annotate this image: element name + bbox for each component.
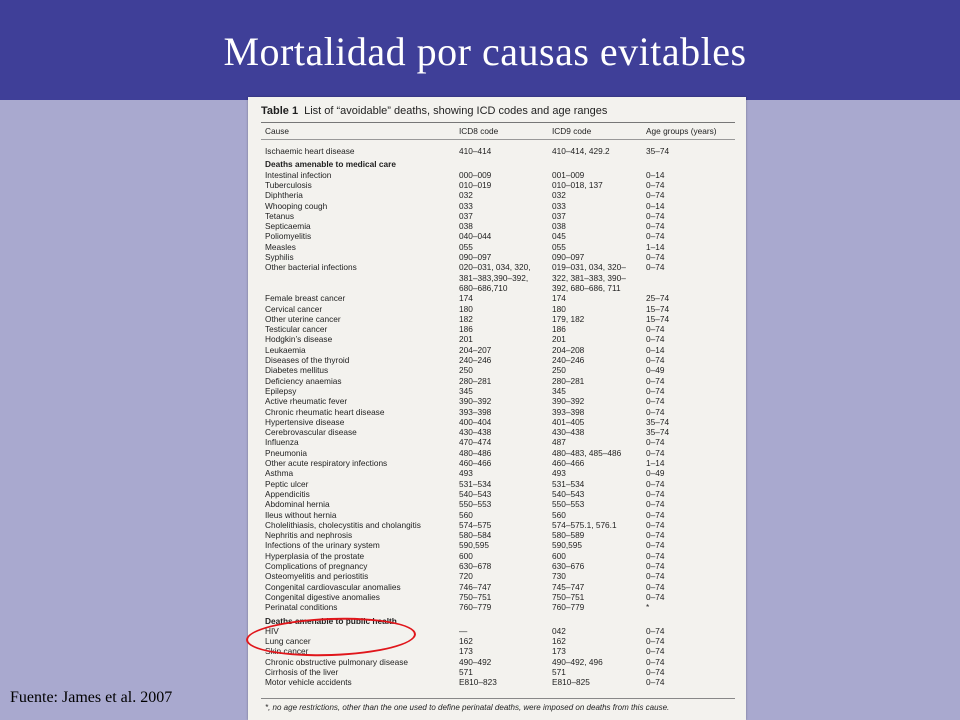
cell-icd9: 540–543 — [552, 488, 585, 499]
cell-age: 0–74 — [646, 179, 665, 190]
cell-age: 0–74 — [646, 625, 665, 636]
cell-icd8: 571 — [459, 667, 473, 677]
cell-icd8: 201 — [459, 334, 473, 345]
cell-age: 0–14 — [646, 200, 665, 211]
cell-cause: Pneumonia — [265, 447, 307, 458]
cell-cause: Tetanus — [265, 210, 295, 221]
cell-icd9: 430–438 — [552, 427, 585, 438]
cell-cause: Perinatal conditions — [265, 602, 338, 613]
cell-age: 0–74 — [646, 488, 665, 499]
cell-age: 0–74 — [646, 591, 665, 602]
cell-icd9: 090–097 — [552, 252, 585, 262]
cell-icd9: 174 — [552, 293, 566, 304]
cell-icd8: 204–207 — [459, 344, 492, 355]
cell-icd8: 174 — [459, 293, 473, 304]
cell-cause: Congenital cardiovascular anomalies — [265, 581, 401, 592]
cell-cause: Other acute respiratory infections — [265, 458, 388, 468]
cell-icd8: 531–534 — [459, 478, 492, 489]
slide-title: Mortalidad por causas evitables — [223, 29, 747, 74]
cell-cause: Whooping cough — [265, 200, 328, 211]
cell-cause: Diseases of the thyroid — [265, 355, 350, 365]
cell-age: 0–74 — [646, 550, 665, 561]
cell-age: 0–74 — [646, 375, 665, 386]
cell-age: 0–74 — [646, 262, 665, 273]
cell-icd8: 410–414 — [459, 146, 492, 156]
cell-age: 0–74 — [646, 252, 665, 262]
cell-age: 0–74 — [646, 667, 665, 677]
cell-cause: Testicular cancer — [265, 324, 328, 335]
cell-icd8: 033 — [459, 200, 473, 211]
cell-icd9: 001–009 — [552, 169, 585, 180]
cell-age: 0–74 — [646, 571, 665, 582]
cell-cause: Poliomyelitis — [265, 231, 312, 242]
cell-icd9: 173 — [552, 646, 566, 657]
table-caption-text: List of “avoidable” deaths, showing ICD codes and age ranges — [304, 105, 608, 117]
cell-age: 0–74 — [646, 406, 665, 417]
cell-cause: Asthma — [265, 468, 294, 479]
cell-icd8: 055 — [459, 241, 473, 252]
cell-cause: HIV — [265, 625, 279, 636]
cell-cause: Cirrhosis of the liver — [265, 667, 339, 677]
section-heading-label: Deaths amenable to public health — [265, 615, 397, 626]
header-icd8: ICD8 code — [459, 126, 499, 136]
table-caption — [261, 105, 607, 117]
cell-cause: Osteomyelitis and periostitis — [265, 571, 369, 582]
cell-cause: Hodgkin’s disease — [265, 334, 333, 345]
cell-icd9: 745–747 — [552, 581, 585, 592]
cell-age: 0–74 — [646, 355, 665, 365]
cell-cause: Complications of pregnancy — [265, 561, 368, 571]
cell-age: 1–14 — [646, 458, 665, 468]
cell-cause: Infections of the urinary system — [265, 540, 380, 551]
cell-icd9: 042 — [552, 625, 566, 636]
cell-icd9: 179, 182 — [552, 313, 585, 324]
cell-cause: Syphilis — [265, 252, 294, 262]
cell-cause: Septicaemia — [265, 221, 311, 232]
cell-icd8: 490–492 — [459, 656, 492, 667]
cell-age: 35–74 — [646, 416, 670, 427]
cell-cause: Deficiency anaemias — [265, 375, 342, 386]
cell-age: 0–14 — [646, 344, 665, 355]
cell-cause: Peptic ulcer — [265, 478, 309, 489]
table-footnote: *, no age restrictions, other than the one used to define perinatal deaths, were imposed on deaths from this cause. — [265, 703, 670, 712]
cell-age: 0–49 — [646, 468, 665, 479]
cell-cause: Skin cancer — [265, 646, 309, 657]
cell-icd8: 037 — [459, 210, 473, 221]
cell-cause: Other bacterial infections — [265, 262, 357, 273]
cell-icd9: 460–466 — [552, 458, 585, 468]
cell-icd9: 410–414, 429.2 — [552, 146, 610, 156]
cell-icd8: 390–392 — [459, 396, 492, 407]
cell-age: 15–74 — [646, 313, 670, 324]
cell-icd9: 550–553 — [552, 499, 585, 510]
cell-icd8: 480–486 — [459, 447, 492, 458]
cell-icd9: 010–018, 137 — [552, 179, 603, 190]
cell-icd9: 730 — [552, 571, 566, 582]
cell-cause: Chronic rheumatic heart disease — [265, 406, 385, 417]
cell-cause: Female breast cancer — [265, 293, 346, 304]
cell-icd9: 560 — [552, 509, 566, 520]
cell-cause: Cholelithiasis, cholecystitis and cholangitis — [265, 519, 421, 530]
cell-icd9: 045 — [552, 231, 566, 242]
cell-icd8: 746–747 — [459, 581, 492, 592]
cell-icd9: 750–751 — [552, 591, 585, 602]
cell-age: 0–74 — [646, 231, 665, 242]
cell-icd8: 600 — [459, 550, 473, 561]
table-bottom-rule — [261, 698, 735, 699]
cell-cause: Nephritis and nephrosis — [265, 530, 353, 541]
cell-cause: Chronic obstructive pulmonary disease — [265, 656, 408, 667]
cell-icd9: 531–534 — [552, 478, 585, 489]
cell-cause: Ischaemic heart disease — [265, 146, 355, 156]
cell-cause: Active rheumatic fever — [265, 396, 348, 407]
cell-age: 1–14 — [646, 241, 665, 252]
header-icd9: ICD9 code — [552, 126, 592, 136]
cell-age: 0–74 — [646, 396, 665, 407]
cell-age: 0–74 — [646, 447, 665, 458]
cell-age: 0–74 — [646, 636, 665, 647]
cell-cause: Influenza — [265, 437, 299, 448]
source-citation: Fuente: James et al. 2007 — [10, 689, 173, 706]
cell-icd8: 393–398 — [459, 406, 492, 417]
cell-icd9: 571 — [552, 667, 566, 677]
cell-age: 0–74 — [646, 519, 665, 530]
cell-icd9: 240–246 — [552, 355, 585, 365]
cell-age: 0–74 — [646, 646, 665, 657]
cell-icd9: 493 — [552, 468, 566, 479]
cell-icd9: 055 — [552, 241, 566, 252]
cell-age: 35–74 — [646, 427, 670, 438]
cell-icd9: 393–398 — [552, 406, 585, 417]
cell-icd9: 033 — [552, 200, 566, 211]
cell-cause: Ileus without hernia — [265, 509, 337, 520]
cell-age: 0–74 — [646, 561, 665, 571]
cell-icd9: 487 — [552, 437, 566, 448]
cell-age: 0–74 — [646, 656, 665, 667]
cell-icd8: 180 — [459, 303, 473, 314]
cell-icd8: 040–044 — [459, 231, 492, 242]
cell-cause: Leukaemia — [265, 344, 306, 355]
cell-cause: Hyperplasia of the prostate — [265, 550, 365, 561]
cell-icd9: 250 — [552, 365, 566, 376]
cell-icd8: 010–019 — [459, 179, 492, 190]
cell-cause: Measles — [265, 241, 296, 252]
cell-age: 0–14 — [646, 169, 665, 180]
cell-age: 0–74 — [646, 530, 665, 541]
cell-icd8: 560 — [459, 509, 473, 520]
table-label: Table 1 — [261, 105, 299, 117]
cell-icd8: — — [459, 625, 468, 636]
cell-icd9: 280–281 — [552, 375, 585, 386]
cell-age: * — [646, 602, 650, 613]
cell-icd9: 590,595 — [552, 540, 582, 551]
cell-cause: Other uterine cancer — [265, 313, 341, 324]
cell-icd9: 490–492, 496 — [552, 656, 603, 667]
cell-cause: Appendicitis — [265, 488, 310, 499]
cell-icd8: 750–751 — [459, 591, 492, 602]
title-bar — [0, 0, 960, 100]
cell-icd8: 020–031, 034, 320, 381–383,390–392, 680–686,710 — [459, 262, 531, 293]
cell-icd8: 032 — [459, 190, 473, 201]
cell-age: 0–74 — [646, 210, 665, 221]
cell-cause: Tuberculosis — [265, 179, 312, 190]
cell-icd8: E810–823 — [459, 677, 497, 688]
cell-icd9: 180 — [552, 303, 566, 314]
cell-age: 0–74 — [646, 499, 665, 510]
cell-age: 0–74 — [646, 581, 665, 592]
cell-icd8: 590,595 — [459, 540, 489, 551]
caption-rule — [261, 122, 735, 123]
cell-icd8: 090–097 — [459, 252, 492, 262]
cell-cause: Epilepsy — [265, 385, 297, 396]
cell-icd9: 038 — [552, 221, 566, 232]
cell-icd9: 580–589 — [552, 530, 585, 541]
cell-icd8: 760–779 — [459, 602, 492, 613]
cell-age: 0–74 — [646, 385, 665, 396]
cell-icd8: 400–404 — [459, 416, 492, 427]
cell-icd9: 162 — [552, 636, 566, 647]
cell-icd8: 182 — [459, 313, 473, 324]
cell-icd9: 630–676 — [552, 561, 585, 571]
cell-icd9: 032 — [552, 190, 566, 201]
cell-age: 0–74 — [646, 334, 665, 345]
cell-age: 0–74 — [646, 324, 665, 335]
cell-icd8: 580–584 — [459, 530, 492, 541]
cell-age: 25–74 — [646, 293, 670, 304]
cell-icd9: 201 — [552, 334, 566, 345]
cell-icd8: 186 — [459, 324, 473, 335]
cell-cause: Lung cancer — [265, 636, 311, 647]
cell-icd9: 401–405 — [552, 416, 585, 427]
cell-icd9: 600 — [552, 550, 566, 561]
cell-icd8: 250 — [459, 365, 473, 376]
cell-age: 0–74 — [646, 221, 665, 232]
cell-age: 0–74 — [646, 677, 665, 688]
cell-icd9: 345 — [552, 385, 566, 396]
cell-icd8: 493 — [459, 468, 473, 479]
cell-cause: Intestinal infection — [265, 169, 332, 180]
cell-age: 0–74 — [646, 509, 665, 520]
cell-cause: Cervical cancer — [265, 303, 323, 314]
header-age-groups: Age groups (years) — [646, 126, 717, 136]
cell-age: 0–49 — [646, 365, 665, 376]
cell-icd8: 345 — [459, 385, 473, 396]
cell-cause: Abdominal hernia — [265, 499, 330, 510]
header-rule — [261, 139, 735, 140]
cell-icd9: 204–208 — [552, 344, 585, 355]
cell-icd8: 162 — [459, 636, 473, 647]
cell-icd9: 019–031, 034, 320– 322, 381–383, 390– 392, 680–686, 711 — [552, 262, 626, 293]
cell-icd8: 173 — [459, 646, 473, 657]
cell-icd8: 280–281 — [459, 375, 492, 386]
cell-icd8: 574–575 — [459, 519, 492, 530]
cell-icd8: 630–678 — [459, 561, 492, 571]
cell-icd9: 760–779 — [552, 602, 585, 613]
cell-icd9: 186 — [552, 324, 566, 335]
cell-icd9: 037 — [552, 210, 566, 221]
cell-icd8: 540–543 — [459, 488, 492, 499]
cell-age: 0–74 — [646, 478, 665, 489]
cell-cause: Hypertensive disease — [265, 416, 345, 427]
cell-icd8: 430–438 — [459, 427, 492, 438]
cell-cause: Congenital digestive anomalies — [265, 591, 380, 602]
cell-icd8: 550–553 — [459, 499, 492, 510]
cell-icd9: 480–483, 485–486 — [552, 447, 622, 458]
cell-cause: Diphtheria — [265, 190, 303, 201]
cell-age: 15–74 — [646, 303, 670, 314]
header-cause: Cause — [265, 126, 289, 136]
cell-age: 0–74 — [646, 437, 665, 448]
cell-icd9: E810–825 — [552, 677, 590, 688]
cell-icd9: 390–392 — [552, 396, 585, 407]
cell-age: 0–74 — [646, 540, 665, 551]
cell-cause: Diabetes mellitus — [265, 365, 329, 376]
cell-age: 35–74 — [646, 146, 670, 156]
cell-icd8: 240–246 — [459, 355, 492, 365]
cell-age: 0–74 — [646, 190, 665, 201]
cell-icd8: 470–474 — [459, 437, 492, 448]
cell-icd8: 000–009 — [459, 169, 492, 180]
cell-icd8: 720 — [459, 571, 473, 582]
cell-icd9: 574–575.1, 576.1 — [552, 519, 617, 530]
cell-cause: Cerebrovascular disease — [265, 427, 357, 438]
cell-icd8: 460–466 — [459, 458, 492, 468]
section-heading-label: Deaths amenable to medical care — [265, 159, 396, 170]
cell-icd8: 038 — [459, 221, 473, 232]
cell-cause: Motor vehicle accidents — [265, 677, 352, 688]
